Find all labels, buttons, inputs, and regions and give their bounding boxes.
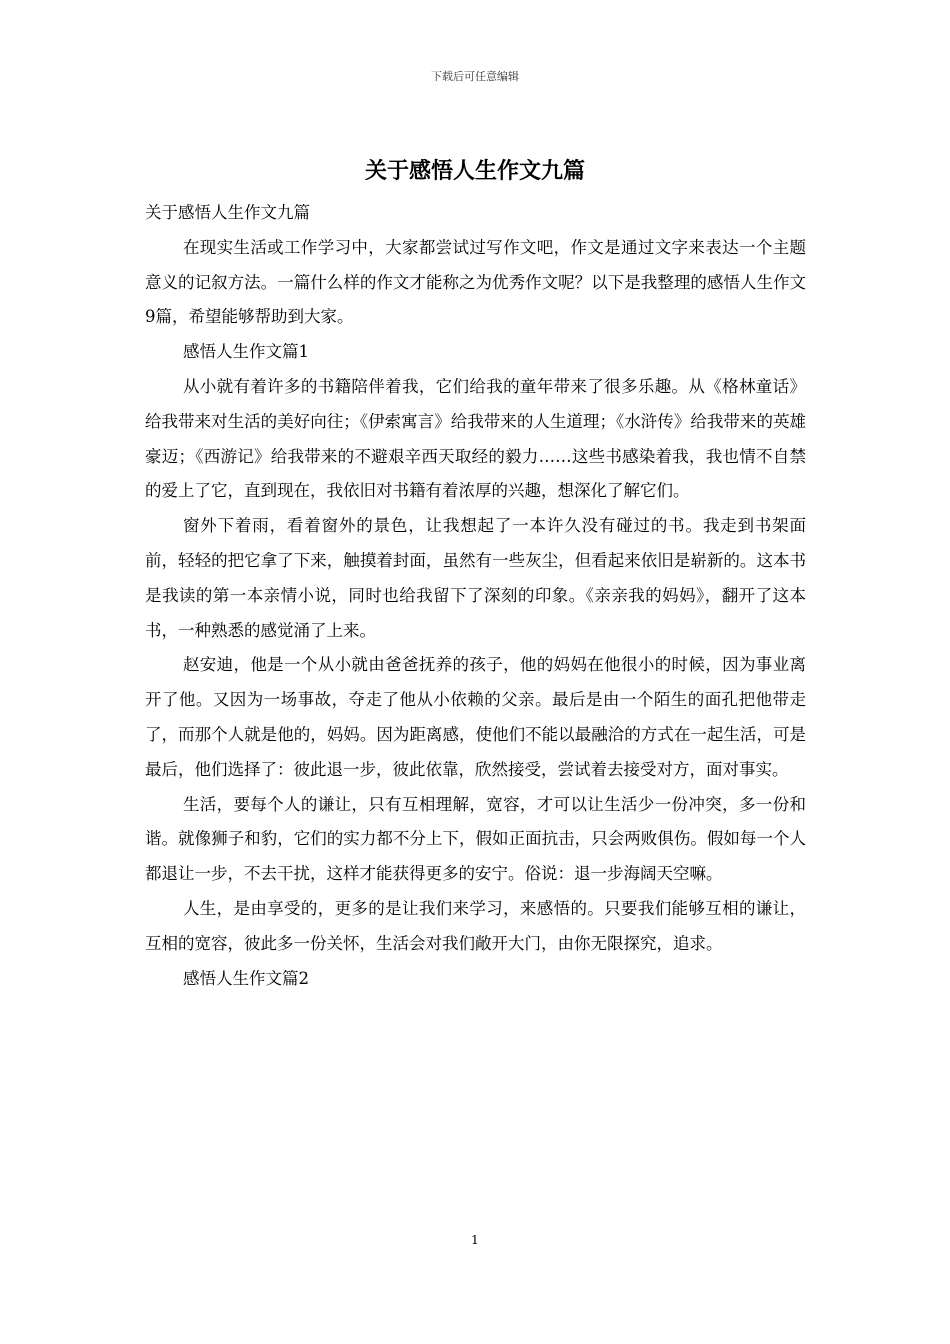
body-paragraph: 窗外下着雨，看着窗外的景色，让我想起了一本许久没有碰过的书。我走到书架面前，轻轻的把它拿了下来，触摸着封面，虽然有一些灰尘，但看起来依旧是崭新的。这本书是我读的第一本亲情小说，同时也给我留下了深刻的印象。《亲亲我的妈妈》，翻开了这本书，一种熟悉的感觉涌了上来。 [145,516,806,640]
body-paragraph: 从小就有着许多的书籍陪伴着我，它们给我的童年带来了很多乐趣。从《格林童话》给我带来对生活的美好向往；《伊索寓言》给我带来的人生道理；《水浒传》给我带来的英雄豪迈；《西游记》给我带来的不避艰辛西天取经的毅力……这些书感染着我，我也情不自禁的爱上了它，直到现在，我依旧对书籍有着浓厚的兴趣，想深化了解它们。 [145,376,806,501]
intro-paragraph: 在现实生活或工作学习中，大家都尝试过写作文吧，作文是通过文字来表达一个主题意义的记叙方法。一篇什么样的作文才能称之为优秀作文呢？以下是我整理的感悟人生作文9篇，希望能够帮助到大家。 [145,237,806,327]
body-paragraph: 生活，要每个人的谦让，只有互相理解，宽容，才可以让生活少一份冲突，多一份和谐。就像狮子和豹，它们的实力都不分上下，假如正面抗击，只会两败俱伤。假如每一个人都退让一步，不去干扰，这样才能获得更多的安宁。俗说：退一步海阔天空嘛。 [145,794,806,884]
header-note: 下载后可任意编辑 [431,70,519,83]
section-heading-essay-1: 感悟人生作文篇1 [182,342,309,362]
section-heading-essay-2: 感悟人生作文篇2 [182,968,309,988]
body-paragraph: 人生，是由享受的，更多的是让我们来学习，来感悟的。只要我们能够互相的谦让，互相的宽容，彼此多一份关怀，生活会对我们敞开大门，由你无限探究，追求。 [145,898,806,953]
body-paragraph: 赵安迪，他是一个从小就由爸爸抚养的孩子，他的妈妈在他很小的时候，因为事业离开了他。又因为一场事故，夺走了他从小依赖的父亲。最后是由一个陌生的面孔把他带走了，而那个人就是他的，妈妈。因为距离感，使他们不能以最融洽的方式在一起生活，可是最后，他们选择了：彼此退一步，彼此依靠，欣然接受，尝试着去接受对方，面对事实。 [145,655,806,779]
page-number: 1 [471,1233,479,1247]
subtitle-paragraph: 关于感悟人生作文九篇 [145,203,310,222]
document-body [145,196,806,996]
document-title: 关于感悟人生作文九篇 [364,158,585,184]
